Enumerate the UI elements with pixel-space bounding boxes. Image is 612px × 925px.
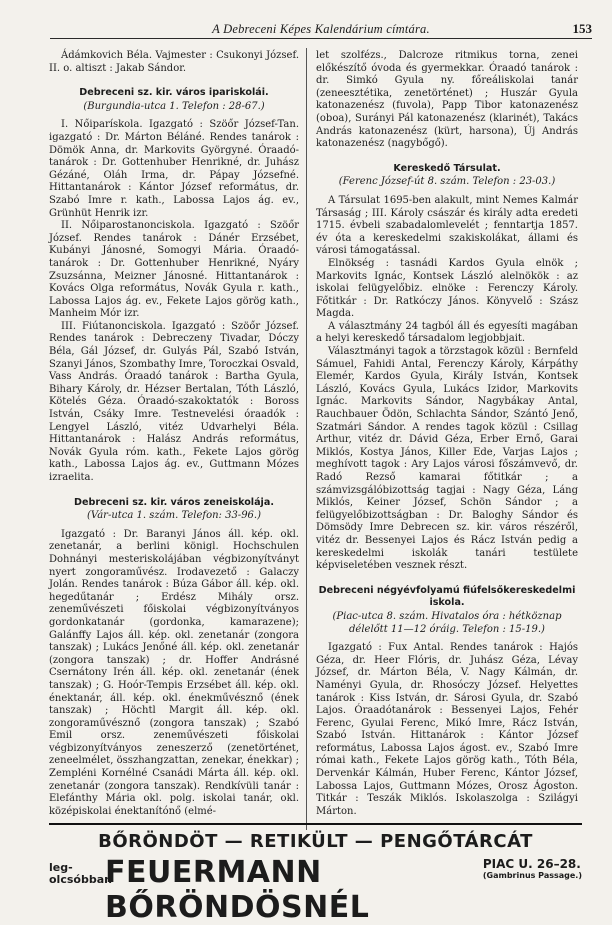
ad-address — [483, 858, 582, 882]
ad-cheapest-label — [49, 862, 112, 886]
intro-paragraph: Ádámkovich Béla. Vajmester : Csukonyi József. II. o. altiszt : Jakab Sándor. — [49, 50, 299, 74]
section-heading-tarsulat: Kereskedő Társulat. — [393, 162, 501, 174]
ad-headline: BŐRÖNDÖT — RETIKÜLT — PENGŐTÁRCÁT — [98, 831, 533, 852]
paragraph-fiutanonc: III. Fiútanonciskola. Igazgató : Szöőr József. Rendes tanárok : Debreczeny Tivadar, Dóczy Béla, Gál József, dr. Gulyás Pál, Szabó István, Szanyi János, Szombathy Imre, Toroczkai Osvald, Vass András. Óraadó tanárok : Bartha Gyula, Bihary Károly, dr. Hézser Bertalan, Tóth László, Kötelés Géza. Óraadó-szakoktatók : Boross István, Csáky Imre. Testnevelési óraadók : Lengyel László, vitéz Udvarhelyi Béla. Hittantanárok : Halász András református, Novák Gyula róm. kath., Fekete Lajos görög kath., Labossa Lajos ág. ev., Guttmann Mózes izraelita. — [49, 320, 299, 483]
paragraph-tarsulat-2: Elnökség : tasnádi Kardos Gyula elnök ; Markovits Ignác, Kontsek László alelnökök : az iskolai felügyelőbiz. elnöke : Ferenczy Károly. Főtitkár : Dr. Ratkóczy János. Könyvelő : Szász Magda. — [316, 257, 578, 320]
paragraph-noiparisk: I. Nőiparískola. Igazgató : Szöőr József-Tan. igazgató : Dr. Márton Béláné. Rendes tanárok : Dömök Anna, dr. Markovits Györgyné. Óraadó-tanárok : Dr. Gottenhuber Henrikné, dr. Juhász Gézáné, Oláh Irma, dr. Pápay Józsefné. Hittantanárok : Kántor József református, dr. Szabó Imre r. kath., Labossa Lajos ág. ev., Grünhüt Henrik izr. — [49, 119, 299, 219]
section-subheading-fiuiskola: (Piac-utca 8. szám. Hivatalos óra : hétköznap délelőtt 11—12 óráig. Telefon : 15-19.) — [332, 610, 562, 635]
section-subheading-ipariskola: (Burgundia-utca 1. Telefon : 28-67.) — [83, 100, 265, 112]
paragraph-tarsulat-3: A választmány 24 tagból áll és egyesíti magában a helyi kereskedő társadalom legjobbjait. — [316, 320, 578, 345]
section-heading-fiuiskola: Debreceni négyévfolyamú fiúfelsőkereskedelmi iskola. — [318, 584, 576, 609]
paragraph-noiparostanonc: II. Nőiparostanonciskola. Igazgató : Szöőr József. Rendes tanárok : Dánér Erzsébet, Kubányi Jánosné, Somogyi Mária. Óraadó-tanárok : Dr. Gottenhuber Henrikné, Nyáry Zsuzsánna, Meizner Jánosné. Hittantanárok : Kovács Olga református, Novák Gyula r. kath., Labossa Lajos ág. ev., Fekete Lajos görög kath., Manheim Mór izr. — [49, 220, 299, 320]
section-heading-ipariskola: Debreceni sz. kir. város ipariskolái. — [79, 87, 269, 99]
ad-address-main: PIAC U. 26–28. — [482, 857, 581, 871]
running-header — [50, 20, 592, 39]
section-subheading-zeneiskola: (Vár-utca 1. szám. Telefon: 33-96.) — [87, 510, 261, 522]
column-divider — [306, 48, 307, 830]
paragraph-tarsulat-1: A Társulat 1695-ben alakult, mint Nemes Kalmár Társaság ; III. Károly császár és király adta eredeti 1715. évbeli szabadalomlevelét ; fenntartja 1857. év óta a kereskedelmi szakiskolákat, állami és városi támogatással. — [316, 194, 578, 257]
section-subheading-tarsulat: (Ferenc József-út 8. szám. Telefon : 23-03.) — [338, 176, 556, 188]
paragraph-tarsulat-4: Választmányi tagok a törzstagok közül : Bernfeld Sámuel, Fahidi Antal, Ferenczy Károly, Kárpáthy Elemér, Kardos Gyula, Király István, Kontsek László, Kovács Gyula, Lukács Izidor, Markovits Ignác. Markovits Sándor, Nagybákay Antal, Rauchbauer Ödön, Schlachta Sándor, Szántó Jenő, Szatmári Sándor. A rendes tagok közül : Csillag Arthur, vitéz dr. Dávid Géza, Erber Ernő, Garai Miklós, Kostya János, Killer Ede, Varjas Lajos ; meghívott tagok : Ary Lajos városi főszámvevő, dr. Radó Rezső kamarai főtitkár ; a számvizsgálóbizottság tagjai : Nagy Géza, Láng Miklós, Keiner József, Schön Sándor ; a felügyelőbizottságban : Dr. Baloghy Sándor és Dömsödy Imre Debrecen sz. kir. város részéről, vitéz dr. Bessenyei Lajos és Rácz István pedig a kereskedelmi iskolák tanári testülete képviseletében vesznek részt. — [316, 346, 578, 572]
ad-brand: FEUERMANN BŐRÖNDÖSNÉL — [105, 855, 370, 925]
paragraph-fiuiskola: Igazgató : Fux Antal. Rendes tanárok : Hajós Géza, dr. Heer Flóris, dr. Juhász Géza, Lévay József, dr. Márton Béla, V. Nagy Kálmán, dr. Naményi Gyula, dr. Rhosóczy József. Helyettes tanárok : Kiss István, dr. Sárosi Gyula, dr. Szabó Lajos. Óraadótanárok : Bessenyei Lajos, Fehér Ferenc, Gyulai Ferenc, Mikó Imre, Rácz István, Szabó István. Hittanárok : Kántor József református, Labossa Lajos ágost. ev., Szabó Imre római kath., Fekete Lajos görög kath., Tóth Béla, Dervenkár Kálmán, Huber Ferenc, Kántor József, Labossa Lajos, Guttmann Mózes, Orosz Ágoston. Titkár : Teszák Miklós. Iskolaszolga : Szilágyi Márton. — [316, 642, 578, 817]
left-column — [49, 50, 299, 818]
ad-left-top: leg- — [49, 861, 73, 874]
section-heading-zeneiskola: Debreceni sz. kir. város zeneiskolája. — [74, 496, 274, 508]
advertisement — [49, 823, 582, 925]
paragraph-zeneiskola: Igazgató : Dr. Baranyi János áll. kép. okl. zenetanár, a berlini königl. Hochschulen Dohnányi mesteriskolájában végbizonyítványt nyert zongoraművész. Irodavezető : Galaczy Jolán. Rendes tanárok : Búza Gábor áll. kép. okl. hegedűtanár ; Erdész Mihály orsz. zeneművészeti főiskolai végbizonyítványos gordonkatanár (gordonka, kamarazene); Galánffy Lajos áll. kép. okl. zenetanár (zongora tanszak) ; Lukács Jenőné áll. kép. okl. zenetanár (zongora tanszak) ; dr. Hoffer Andrásné Csernátony Irén áll. kép. okl. zenetanár (ének tanszak) ; G. Hoór-Tempis Erzsébet áll. kép. okl. énektanár, áll. kép. okl. énekművésznő (ének tanszak) ; Höchtl Margit áll. kép. okl. zongoraművésznő (zongora tanszak) ; Szabó Emil orsz. zeneművészeti főiskolai végbizonyítványos zeneszerző (zenetörténet, zeneelmélet, összhangzattan, zenekar, énekkar) ; Zempléni Kornélné Csanádi Márta áll. kép. okl. zenetanár (zongora tanszak). Rendkívüli tanár : Elefánthy Mária okl. polg. iskolai tanár, okl. középiskolai énektanítónő (elmé- — [49, 528, 299, 817]
right-column — [316, 50, 578, 818]
ad-left-bottom: olcsóbban — [49, 873, 112, 886]
header-title: A Debreceni Képes Kalendárium címtára. — [212, 22, 430, 36]
paragraph-continuation: let szolfézs., Dalcroze ritmikus torna, zenei előkészítő óvoda és gyermekkar. Óraadó tanárok : dr. Simkó Gyula ny. főreáliskolai tanár (zeneesztétika, zenetörténet) ; Huszár Gyula katonazenész (fuvola), Papp Tibor katonazenész (oboa), Surányi Pál katonazenész (klarinét), Takács András katonazenész (kürt, harsona), Új András katonazenész (nagybőgő). — [316, 50, 578, 150]
ad-address-small: (Gambrinus Passage.) — [482, 871, 582, 880]
page-number: 153 — [572, 21, 592, 36]
